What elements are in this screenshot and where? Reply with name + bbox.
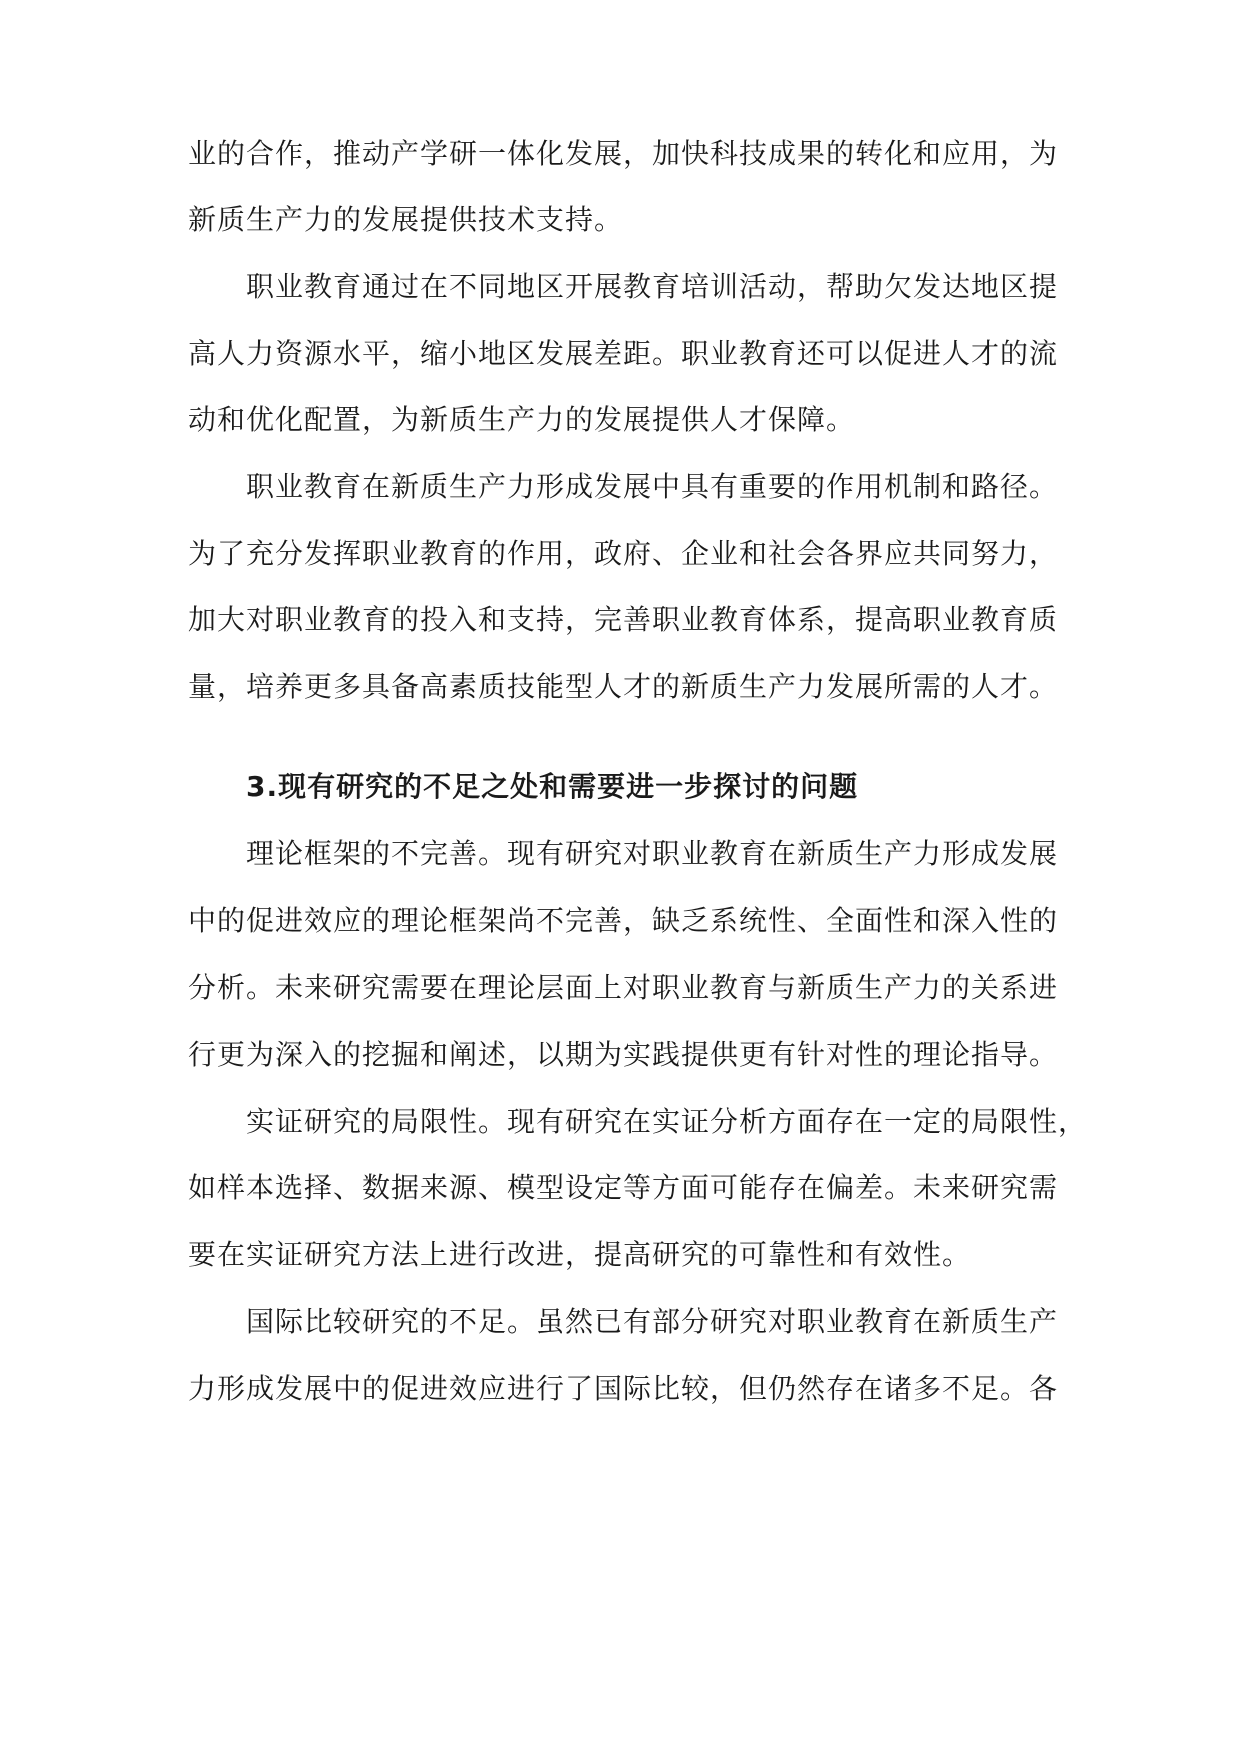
paragraph-line: 加大对职业教育的投入和支持，完善职业教育体系，提高职业教育质 — [188, 603, 1059, 636]
paragraph-line: 中的促进效应的理论框架尚不完善，缺乏系统性、全面性和深入性的 — [188, 904, 1059, 937]
paragraph-line: 职业教育在新质生产力形成发展中具有重要的作用机制和路径。 — [246, 470, 1059, 503]
paragraph-line: 高人力资源水平，缩小地区发展差距。职业教育还可以促进人才的流 — [188, 337, 1059, 370]
section-heading: 3.现有研究的不足之处和需要进一步探讨的问题 — [246, 770, 859, 803]
paragraph-line: 新质生产力的发展提供技术支持。 — [188, 203, 624, 236]
paragraph-line: 如样本选择、数据来源、模型设定等方面可能存在偏差。未来研究需 — [188, 1171, 1059, 1204]
paragraph-line: 职业教育通过在不同地区开展教育培训活动，帮助欠发达地区提 — [246, 270, 1059, 303]
paragraph-line: 要在实证研究方法上进行改进，提高研究的可靠性和有效性。 — [188, 1238, 972, 1271]
paragraph-line: 行更为深入的挖掘和阐述，以期为实践提供更有针对性的理论指导。 — [188, 1038, 1059, 1071]
paragraph-line: 动和优化配置，为新质生产力的发展提供人才保障。 — [188, 403, 856, 436]
paragraph-line: 理论框架的不完善。现有研究对职业教育在新质生产力形成发展 — [246, 837, 1059, 870]
paragraph-line: 业的合作，推动产学研一体化发展，加快科技成果的转化和应用，为 — [188, 137, 1059, 170]
paragraph-line: 力形成发展中的促进效应进行了国际比较，但仍然存在诸多不足。各 — [188, 1372, 1059, 1405]
paragraph-line: 为了充分发挥职业教育的作用，政府、企业和社会各界应共同努力， — [188, 537, 1059, 570]
paragraph-line: 国际比较研究的不足。虽然已有部分研究对职业教育在新质生产 — [246, 1305, 1059, 1338]
paragraph-line: 分析。未来研究需要在理论层面上对职业教育与新质生产力的关系进 — [188, 971, 1059, 1004]
paragraph-line: 量，培养更多具备高素质技能型人才的新质生产力发展所需的人才。 — [188, 670, 1059, 703]
paragraph-line: 实证研究的局限性。现有研究在实证分析方面存在一定的局限性， — [246, 1105, 1088, 1138]
